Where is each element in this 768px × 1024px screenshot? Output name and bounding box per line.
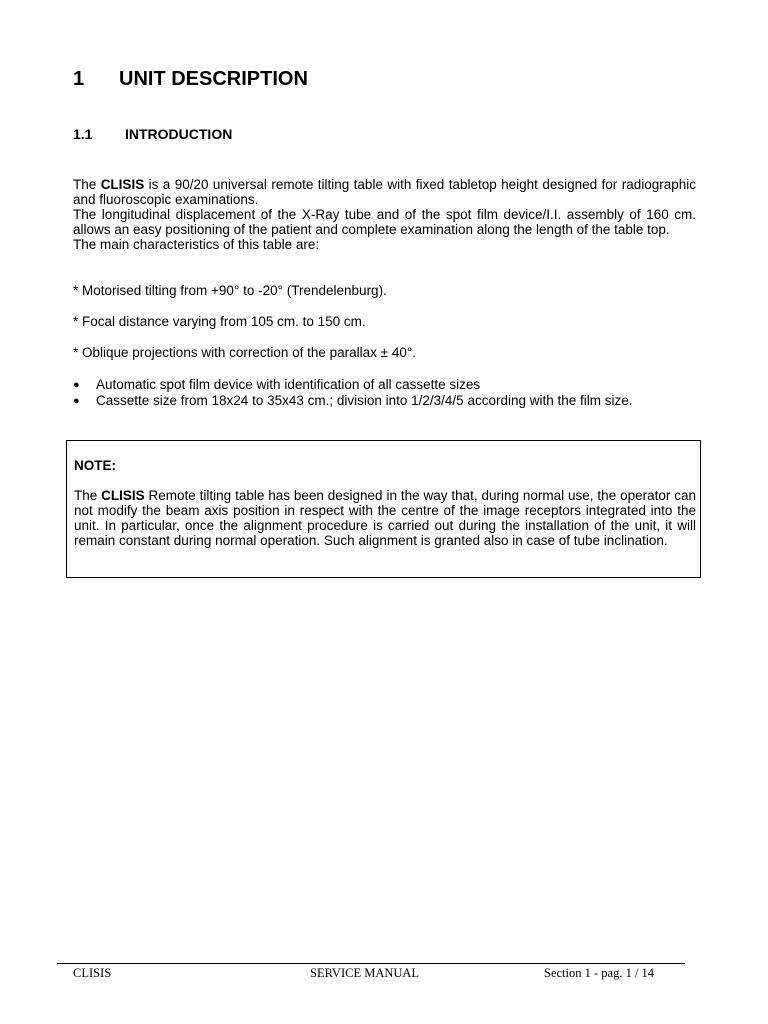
- bullet-list: [73, 377, 713, 409]
- list-item-text: Cassette size from 18x24 to 35x43 cm.; division into 1/2/3/4/5 according with the film size.: [96, 393, 633, 408]
- list-item-text: Automatic spot film device with identification of all cassette sizes: [96, 377, 481, 392]
- note-product-name: CLISIS: [101, 488, 145, 503]
- intro-p1-post: is a 90/20 universal remote tilting table with fixed tabletop height designed for radiographic and fluoroscopic examinations.: [73, 177, 697, 207]
- intro-paragraph-3: The main characteristics of this table are:: [73, 237, 320, 252]
- section-heading: [73, 68, 308, 91]
- list-item: [73, 393, 713, 409]
- characteristic-tilting: * Motorised tilting from +90° to -20° (Trendelenburg).: [73, 283, 387, 298]
- footer-product: CLISIS: [73, 966, 112, 980]
- section-number: 1: [73, 68, 85, 90]
- characteristic-oblique: * Oblique projections with correction of the parallax ± 40°.: [73, 345, 416, 360]
- intro-paragraph-1: [73, 177, 696, 207]
- intro-text: [73, 177, 696, 252]
- note-text: [74, 488, 696, 548]
- product-name: CLISIS: [100, 177, 145, 192]
- list-item: [73, 377, 713, 393]
- bullet-icon: ●: [73, 395, 80, 407]
- note-box: [66, 440, 701, 578]
- note-title: NOTE:: [74, 458, 116, 473]
- footer-page-number: Section 1 - pag. 1 / 14: [544, 966, 655, 980]
- subsection-heading: [73, 126, 232, 142]
- section-title: UNIT DESCRIPTION: [119, 68, 308, 90]
- note-pre: The: [74, 488, 102, 503]
- bullet-icon: ●: [73, 379, 80, 391]
- footer-manual-title: SERVICE MANUAL: [310, 966, 420, 980]
- subsection-title: INTRODUCTION: [125, 126, 233, 142]
- intro-p1-pre: The: [73, 177, 101, 192]
- note-post: Remote tilting table has been designed in the way that, during normal use, the operator can not modify the beam axis position in respect with the centre of the image receptors integrated into the unit. In particular, once the alignment procedure is carried out during the installation of the unit, it will remain constant during normal operation. Such alignment is granted also in case of tube inclination.: [74, 488, 696, 548]
- footer-divider: [57, 963, 685, 964]
- intro-paragraph-2: The longitudinal displacement of the X-Ray tube and of the spot film device/I.I. assembly of 160 cm. allows an easy positioning of the patient and complete examination along the length of the table top.: [73, 207, 696, 237]
- characteristic-focal-distance: * Focal distance varying from 105 cm. to 150 cm.: [73, 314, 366, 329]
- subsection-number: 1.1: [73, 126, 93, 142]
